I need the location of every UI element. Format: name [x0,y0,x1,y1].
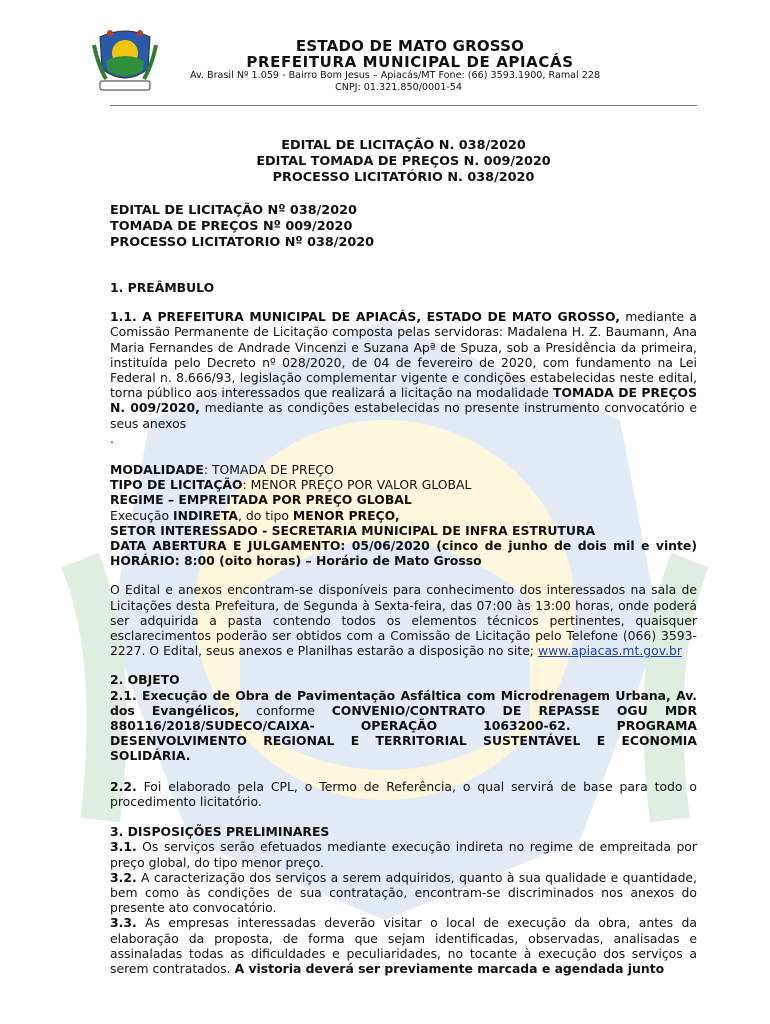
ids-line-2: TOMADA DE PREÇOS Nº 009/2020 [110,219,353,234]
section-heading-disposicoes: 3. DISPOSIÇÕES PRELIMINARES [110,824,330,840]
edital-availability-text: O Edital e anexos encontram-se disponíveis para conhecimento dos interessados na sala de Licitações desta Prefeitura, de Segunda à Sexta-feira, das 07:00 às 13:00 horas, onde poderá ser adquirida a pasta contendo todos os elementos técnicos pertinentes, quaisquer esclarecimentos poderão ser obtidos com a Comissão de Licitação pelo Telefone (066) 3593-2227. O Edital, seus anexos e Planilhas estarão a disposição no site; [110,582,697,659]
objeto-2-2-paragraph [110,779,697,809]
data-abertura-line: DATA ABERTURA E JULGAMENTO: 05/06/2020 (cinco de junho de dois mil e vinte) HORÁRIO: 8:00 (oito horas) – Horário de Mato Grosso [110,538,697,569]
address-line: Av. Brasil Nº 1.059 - Bairro Bom Jesus – Apiacás/MT Fone: (66) 3593.1900, Ramal 228 [190,70,601,81]
disposicoes-3-1 [110,839,697,869]
objeto-2-1-convenio: CONVENIO/CONTRATO DE REPASSE OGU MDR 880116/2018/SUDECO/CAIXA- OPERAÇÃO 1063200-62. PROGRAMA DESENVOLVIMENTO REGIONAL E TERRITORIAL SUSTENTÁVEL E ECONOMIA SOLIDÁRIA. [110,702,697,764]
edital-availability-paragraph [110,582,697,658]
preambulo-text-2: mediante as condições estabelecidas no presente instrumento convocatório e seus anexos [110,400,697,431]
disposicoes-3-2 [110,870,697,916]
ids-line-1: EDITAL DE LICITAÇÃO Nº 038/2020 [110,203,357,218]
modalidade-label: MODALIDADE [110,462,204,478]
regime-line: REGIME – EMPREITADA POR PREÇO GLOBAL [110,492,412,508]
state-title: ESTADO DE MATO GROSSO [295,37,525,55]
objeto-2-1-lead: 2.1. Execução de Obra de Pavimentação Asfáltica com Microdrenagem Urbana, Av. dos Evangélicos, [110,687,697,718]
tipo-label: TIPO DE LICITAÇÃO [110,477,243,493]
disposicoes-3-3-bold: A vistoria deverá ser previamente marcada e agendada junto [234,960,665,976]
title-line-3: PROCESSO LICITATÓRIO N. 038/2020 [272,170,535,185]
exec-indireta: INDIRETA [173,507,238,523]
objeto-2-2-num: 2.2. [110,778,137,794]
letterhead [90,25,730,115]
disposicoes-3-3-num: 3.3. [110,915,137,931]
preambulo-paragraph [110,309,697,431]
preambulo-lead: 1.1. A PREFEITURA MUNICIPAL DE APIACÁS, ESTADO DE MATO GROSSO, [110,309,620,325]
disposicoes-3-2-text: A caracterização dos serviços a serem adquiridos, quanto à sua qualidade e quantidade, bem como às condições de sua contratação, encontram-se discriminados nos anexos do presente ato convocatório. [110,869,697,916]
disposicoes-3-2-num: 3.2. [110,869,137,885]
objeto-2-2-text: Foi elaborado pela CPL, o Termo de Referência, o qual servirá de base para todo o procedimento licitatório. [110,778,697,809]
header-divider [110,105,697,106]
title-block [110,138,697,186]
preambulo-dot: . [110,430,114,446]
modalidade-value: : TOMADA DE PREÇO [203,462,334,478]
objeto-2-1-paragraph [110,688,697,764]
tipo-value: : MENOR PREÇO POR VALOR GLOBAL [242,477,472,493]
cnpj-line: CNPJ: 01.321.850/0001-54 [335,82,463,93]
municipality-title: PREFEITURA MUNICIPAL DE APIACÁS [246,53,574,71]
exec-menor-preco: MENOR PREÇO, [292,507,400,523]
exec-text-1: Execução [110,507,173,523]
disposicoes-3-3-text: As empresas interessadas deverão visitar o local de execução da obra, antes da elaboração da proposta, de forma que sejam identificadas, observadas, analisadas e assinaladas todas as dificuldades e peculiaridades, no tocante à execução dos serviços a serem contratados. [110,915,697,976]
section-heading-objeto: 2. OBJETO [110,672,180,688]
disposicoes-3-1-text: Os serviços serão efetuados mediante execução indireta no regime de empreitada por preço global, do tipo menor preço. [110,839,697,870]
document-body [110,138,697,976]
disposicoes-3-3 [110,915,697,976]
objeto-2-1-text: conforme [239,702,332,718]
title-line-2: EDITAL TOMADA DE PREÇOS N. 009/2020 [256,154,551,169]
disposicoes-3-1-num: 3.1. [110,839,137,855]
title-line-1: EDITAL DE LICITAÇÃO N. 038/2020 [281,138,526,153]
preambulo-text: mediante a Comissão Permanente de Licitação composta pelas servidoras: Madalena H. Z. Baumann, Ana Maria Fernandes de Andrade Vincenzi e Suzana Apª de Spuza, sob a Presidência da primeira, instituída pelo Decreto nº 028/2020, de 04 de fevereiro de 2020, com fundamento na Lei Federal n. 8.666/93, legislação complementar vigente e condições estabelecidas neste edital, torna público aos interessados que realizará a licitação na modalidade [110,309,697,401]
preambulo-modalidade: TOMADA DE PREÇOS N. 009/2020, [110,385,697,416]
section-heading-preambulo: 1. PREÂMBULO [110,280,215,295]
ids-block [110,203,697,251]
website-link[interactable]: www.apiacas.mt.gov.br [537,643,683,659]
ids-line-3: PROCESSO LICITATORIO Nº 038/2020 [110,235,375,250]
setor-line: SETOR INTERESSADO - SECRETARIA MUNICIPAL DE INFRA ESTRUTURA [110,522,596,538]
info-block [110,462,697,568]
exec-text-3: , do tipo [237,507,293,523]
